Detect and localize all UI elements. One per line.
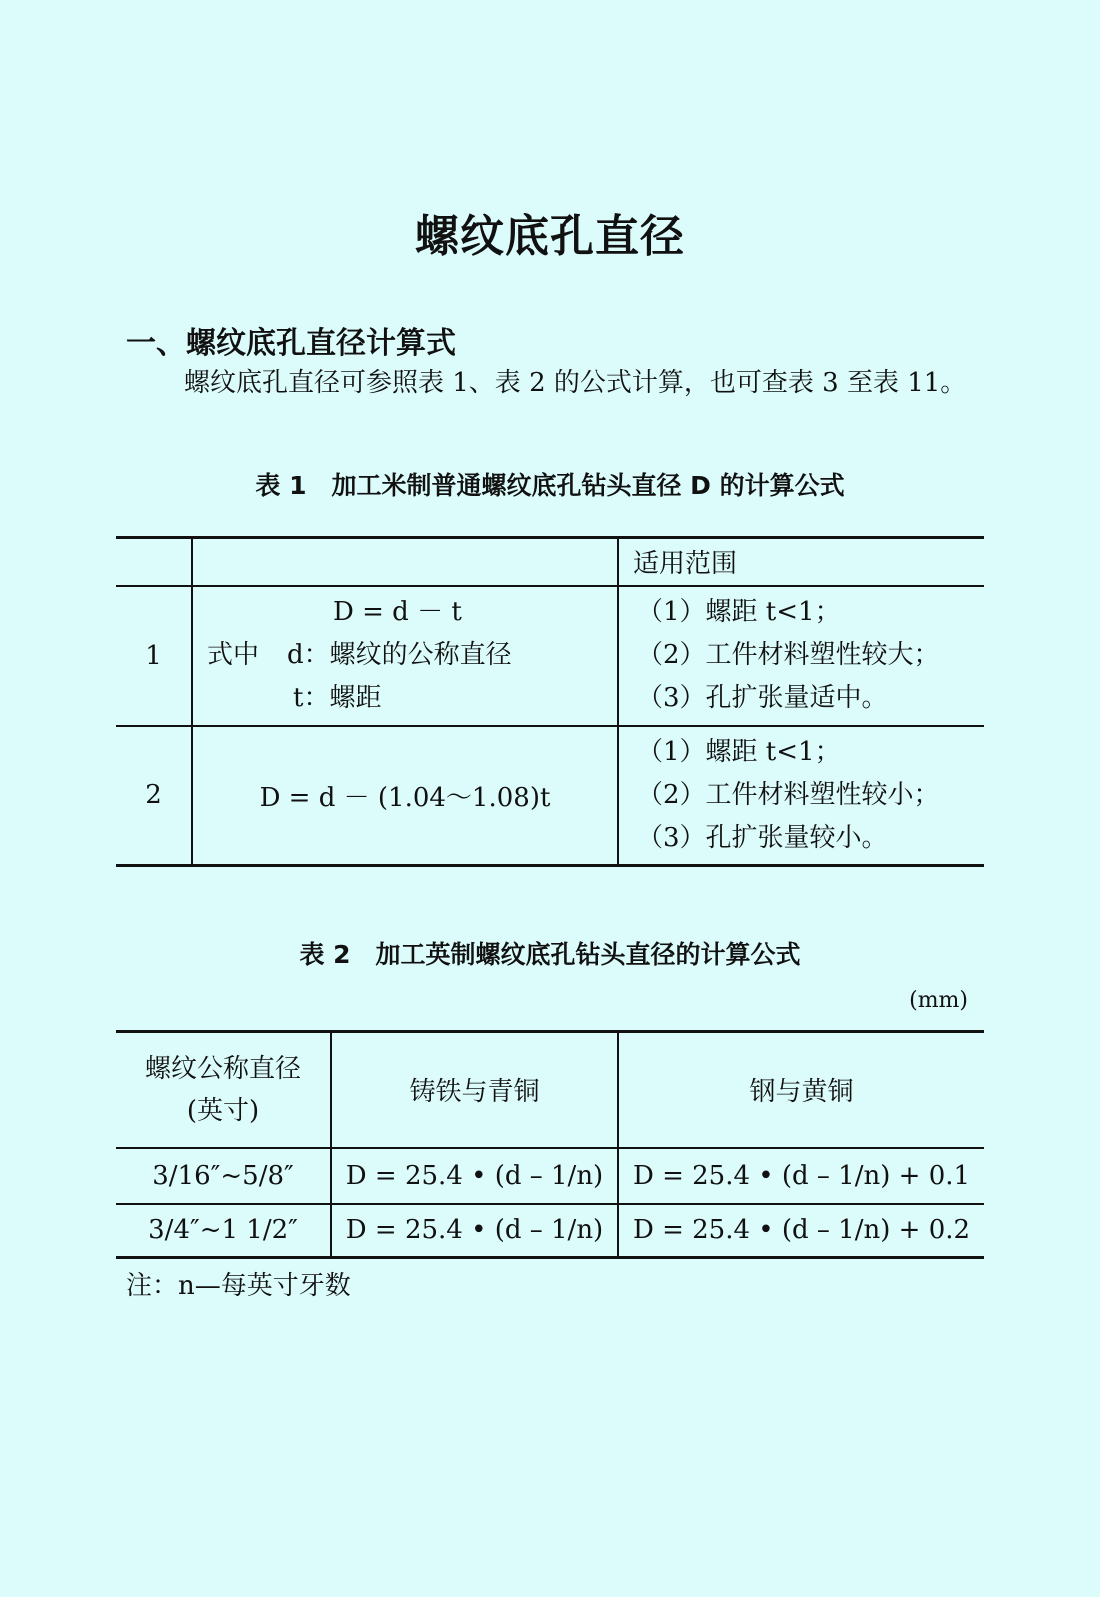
condition-item: （3）孔扩张量适中。	[637, 683, 888, 713]
metric-thread-table	[116, 536, 984, 867]
formula-text: D = d － t	[333, 597, 462, 627]
table-header-row	[116, 1032, 984, 1148]
conditions-cell	[618, 586, 984, 726]
table-header-cell	[116, 538, 192, 586]
table1-caption: 表 1 加工米制普通螺纹底孔钻头直径 D 的计算公式	[255, 471, 845, 500]
table2-caption: 表 2 加工英制螺纹底孔钻头直径的计算公式	[299, 940, 801, 969]
size-cell: 3/16″~5/8″	[116, 1148, 331, 1204]
formula-cell: D = 25.4 • (d – 1/n)	[331, 1204, 618, 1258]
table-header-row	[116, 538, 984, 586]
table-header-cell	[116, 1032, 331, 1148]
formula-text: D = d － (1.04～1.08)t	[192, 726, 618, 866]
condition-item: （2）工件材料塑性较大；	[637, 640, 940, 670]
row-number: 1	[116, 586, 192, 726]
formula-note-d-line	[193, 634, 617, 677]
header-line: 螺纹公称直径	[144, 1053, 301, 1084]
condition-item: （1）螺距 t<1；	[637, 736, 841, 767]
formula-note-t: t：螺距	[293, 683, 382, 713]
condition-item: （3）孔扩张量较小。	[637, 822, 888, 853]
unit-label: (mm)	[909, 988, 968, 1013]
formula-note-d: d：螺纹的公称直径	[287, 640, 512, 670]
table-header-cell: 钢与黄铜	[618, 1032, 984, 1148]
formula-cell: D = 25.4 • (d – 1/n)	[331, 1148, 618, 1204]
conditions-cell	[618, 726, 984, 866]
formula-cell	[192, 586, 618, 726]
intro-paragraph: 螺纹底孔直径可参照表 1、表 2 的公式计算，也可查表 3 至表 11。	[184, 368, 967, 398]
table-header-cell: 铸铁与青铜	[331, 1032, 618, 1148]
table-row	[116, 1148, 984, 1204]
row-number: 2	[116, 726, 192, 866]
section-heading: 一、螺纹底孔直径计算式	[126, 326, 456, 361]
table-row	[116, 586, 984, 726]
table-row	[116, 726, 984, 866]
imperial-thread-table	[116, 1030, 984, 1259]
table-note: 注：n—每英寸牙数	[126, 1271, 351, 1301]
condition-item: （1）螺距 t<1；	[637, 597, 841, 627]
page-title: 螺纹底孔直径	[415, 211, 685, 262]
table-row	[116, 1204, 984, 1258]
table-header-cell	[192, 538, 618, 586]
formula-cell: D = 25.4 • (d – 1/n) + 0.1	[618, 1148, 984, 1204]
size-cell: 3/4″~1 1/2″	[116, 1204, 331, 1258]
formula-note-label: 式中	[207, 640, 260, 670]
header-line: (英寸)	[186, 1095, 260, 1126]
table-header-cell: 适用范围	[618, 538, 984, 586]
condition-item: （2）工件材料塑性较小；	[637, 779, 940, 810]
formula-cell: D = 25.4 • (d – 1/n) + 0.2	[618, 1204, 984, 1258]
